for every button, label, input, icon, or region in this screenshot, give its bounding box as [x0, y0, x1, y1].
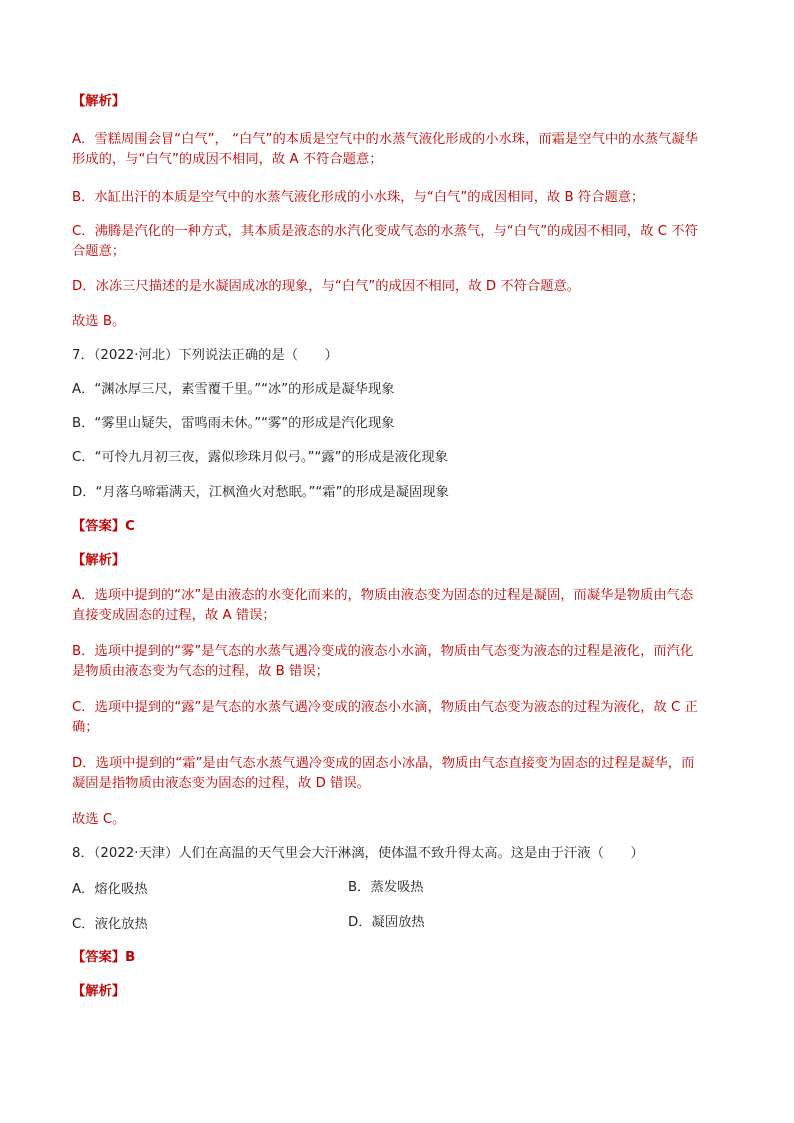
q7-option-a: A．“渊冰厚三尺，素雪覆千里。”“冰”的形成是凝华现象	[72, 382, 395, 397]
explanation-b	[72, 188, 644, 208]
text-line: D．冰冻三尺描述的是水凝固成冰的现象，与“白气”的成因不相同，故 D 不符合题意。	[72, 279, 581, 294]
text-line: 形成的，与“白气”的成因不相同，故 A 不符合题意；	[72, 152, 383, 167]
explanation-d	[72, 754, 694, 794]
explanation-a	[72, 130, 698, 170]
q8-options-row-1	[72, 878, 732, 898]
text-line: B．选项中提到的“雾”是气态的水蒸气遇冷变成的液态小水滴，物质由气态变为液态的过程是液化，而汽化	[72, 644, 694, 659]
conclusion: 故选 B。	[72, 314, 126, 329]
answer-header: 【答案】C	[72, 519, 135, 534]
text-line: 是物质由液态变为气态的过程，故 B 错误；	[72, 664, 329, 679]
q7-option-d: D．“月落乌啼霜满天，江枫渔火对愁眠。”“霜”的形成是凝固现象	[72, 485, 449, 500]
conclusion: 故选 C。	[72, 812, 126, 827]
explanation-c	[72, 698, 698, 738]
answer-header: 【答案】B	[72, 950, 136, 965]
q8-options-row-2	[72, 913, 732, 933]
analysis-header: 【解析】	[72, 553, 126, 568]
text-line: C．选项中提到的“露”是气态的水蒸气遇冷变成的液态小水滴，物质由气态变为液态的过程为液化，故 C 正	[72, 700, 698, 715]
text-line: A．雪糕周围会冒“白气”， “白气”的本质是空气中的水蒸气液化形成的小水珠，而霜是空气中的水蒸气凝华	[72, 132, 698, 147]
analysis-header: 【解析】	[72, 94, 126, 109]
explanation-a	[72, 586, 693, 626]
text-line: 直接变成固态的过程，故 A 错误；	[72, 608, 276, 623]
text-line: D．选项中提到的“霜”是由气态水蒸气遇冷变成的固态小冰晶，物质由气态直接变为固态的过程是凝华，而	[72, 756, 695, 771]
question-7: 7．（2022·河北）下列说法正确的是（ ）	[72, 348, 338, 363]
explanation-b	[72, 642, 693, 682]
explanation-d	[72, 277, 580, 297]
q8-option-b: B．蒸发吸热	[348, 880, 424, 895]
text-line: A．选项中提到的“冰”是由液态的水变化而来的，物质由液态变为固态的过程是凝固，而凝华是物质由气态	[72, 588, 694, 603]
text-line: 凝固是指物质由液态变为固态的过程，故 D 错误。	[72, 776, 370, 791]
question-8: 8．（2022·天津）人们在高温的天气里会大汗淋漓，使体温不致升得太高。这是由于汗液（ ）	[72, 846, 644, 861]
q8-option-c: C．液化放热	[72, 917, 148, 932]
text-line: C．沸腾是汽化的一种方式，其本质是液态的水汽化变成气态的水蒸气，与“白气”的成因不相同，故 C 不符	[72, 224, 698, 239]
q7-option-b: B．“雾里山疑失，雷鸣雨未休。”“雾”的形成是汽化现象	[72, 416, 395, 431]
q8-option-d: D．凝固放热	[348, 915, 425, 930]
q8-option-a: A．熔化吸热	[72, 882, 148, 897]
explanation-c	[72, 222, 698, 262]
text-line: 合题意；	[72, 244, 126, 259]
q7-option-c: C．“可怜九月初三夜，露似珍珠月似弓。”“露”的形成是液化现象	[72, 450, 448, 465]
analysis-header: 【解析】	[72, 984, 126, 999]
text-line: 确；	[72, 720, 99, 735]
text-line: B．水缸出汗的本质是空气中的水蒸气液化形成的小水珠，与“白气”的成因相同，故 B 符合题意；	[72, 190, 645, 205]
